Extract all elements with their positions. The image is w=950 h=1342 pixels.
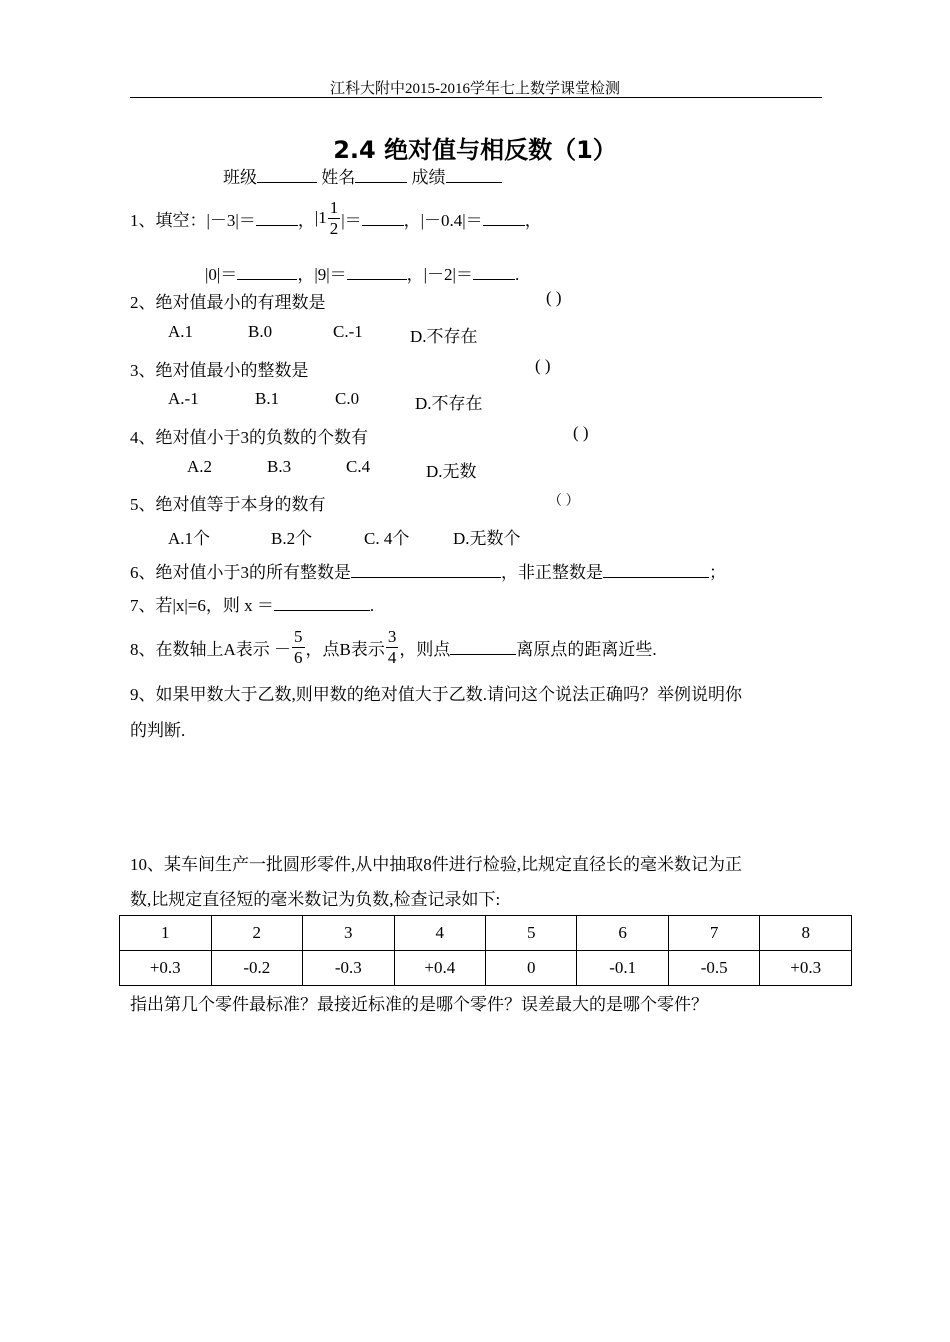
class-field[interactable] xyxy=(257,167,317,183)
q1-sep: ， xyxy=(524,210,542,230)
table-cell: 0 xyxy=(486,951,577,986)
q8-part2: ，点B表示 xyxy=(305,639,385,659)
question-10-line-1: 10、某车间生产一批圆形零件,从中抽取8件进行检验,比规定直径长的毫米数记为正 xyxy=(130,855,742,874)
question-2-option-b[interactable]: B.0 xyxy=(248,322,273,341)
question-5-option-b[interactable]: B.2个 xyxy=(271,529,313,548)
question-2-option-d[interactable]: D.不存在 xyxy=(410,327,478,346)
question-3-option-a[interactable]: A.-1 xyxy=(168,389,199,408)
q8-part1: 8、在数轴上A表示 － xyxy=(130,639,292,659)
q1-sep: ， xyxy=(297,210,315,230)
q1-e: |9|＝ xyxy=(314,265,347,284)
table-cell: +0.4 xyxy=(394,951,486,986)
table-cell: 4 xyxy=(394,916,486,951)
table-cell: 6 xyxy=(577,916,669,951)
q1-f: |－2|＝ xyxy=(423,265,473,284)
q8-answer[interactable] xyxy=(450,639,516,655)
question-5-option-a[interactable]: A.1个 xyxy=(168,529,211,548)
q1-sep: ， xyxy=(297,265,315,284)
question-3-option-d[interactable]: D.不存在 xyxy=(415,394,483,413)
q6-answer-1[interactable] xyxy=(351,562,501,578)
question-2-answer-paren[interactable]: ( ) xyxy=(546,288,562,307)
q1-end: . xyxy=(514,265,520,284)
page-title: 2.4 绝对值与相反数（1） xyxy=(333,136,617,164)
question-5-option-c[interactable]: C. 4个 xyxy=(364,529,410,548)
q7-end: . xyxy=(369,596,375,615)
table-cell: 1 xyxy=(120,916,212,951)
q8-frac2-denominator: 4 xyxy=(387,647,397,667)
question-3-stem: 3、绝对值最小的整数是 xyxy=(130,361,309,380)
q6-end: ； xyxy=(709,563,726,582)
q7-part1: 7、若|x|=6，则 x ＝ xyxy=(130,596,274,615)
q7-answer[interactable] xyxy=(274,595,370,611)
q1-e-answer[interactable] xyxy=(347,264,407,280)
inspection-record-table xyxy=(119,915,852,986)
table-cell: 5 xyxy=(486,916,577,951)
q8-part4: 离原点的距离近些. xyxy=(516,639,657,659)
student-info-line xyxy=(223,163,502,188)
table-row-deviation xyxy=(120,951,852,986)
question-2-option-a[interactable]: A.1 xyxy=(168,322,194,341)
question-4-option-c[interactable]: C.4 xyxy=(346,457,371,476)
q6-answer-2[interactable] xyxy=(603,562,709,578)
table-cell: 7 xyxy=(668,916,760,951)
question-4-option-d[interactable]: D.无数 xyxy=(426,462,477,481)
q8-frac1-numerator: 5 xyxy=(294,626,303,646)
q1-f-answer[interactable] xyxy=(473,264,515,280)
question-10-line-2: 数,比规定直径短的毫米数记为负数,检查记录如下: xyxy=(130,890,501,909)
table-cell: 2 xyxy=(211,916,303,951)
question-8 xyxy=(130,623,657,671)
question-4-stem: 4、绝对值小于3的负数的个数有 xyxy=(130,428,368,447)
question-5-option-d[interactable]: D.无数个 xyxy=(453,529,521,548)
question-5-stem: 5、绝对值等于本身的数有 xyxy=(130,495,326,514)
q1-prefix: 1、填空： xyxy=(130,210,207,230)
question-3-option-b[interactable]: B.1 xyxy=(255,389,280,408)
q1-c: |－0.4|＝ xyxy=(420,210,483,230)
q8-fraction-1 xyxy=(292,627,305,668)
question-4-option-b[interactable]: B.3 xyxy=(267,457,292,476)
table-cell: +0.3 xyxy=(760,951,852,986)
table-cell: +0.3 xyxy=(120,951,212,986)
q1-b-pre: |1 xyxy=(314,208,327,227)
question-3-answer-paren[interactable]: ( ) xyxy=(535,356,551,375)
score-label: 成绩 xyxy=(411,168,446,187)
q1-b-answer[interactable] xyxy=(362,210,404,226)
question-9-line-1: 9、如果甲数大于乙数,则甲数的绝对值大于乙数.请问这个说法正确吗？举例说明你 xyxy=(130,685,742,704)
question-1-line-2 xyxy=(205,260,519,285)
score-field[interactable] xyxy=(446,167,502,183)
table-cell: -0.2 xyxy=(211,951,303,986)
q1-b-numerator: 1 xyxy=(329,197,339,217)
q6-part2: ，非正整数是 xyxy=(501,563,603,582)
table-cell: -0.3 xyxy=(303,951,395,986)
question-9-line-2: 的判断. xyxy=(130,721,186,740)
q1-c-answer[interactable] xyxy=(483,210,525,226)
q8-part3: ，则点 xyxy=(399,639,451,659)
q1-d: |0|＝ xyxy=(205,265,238,284)
table-cell: -0.1 xyxy=(577,951,669,986)
q8-frac2-numerator: 3 xyxy=(387,626,397,646)
q1-d-answer[interactable] xyxy=(237,264,297,280)
q1-a: |－3|＝ xyxy=(206,210,256,230)
q1-sep: ， xyxy=(406,265,424,284)
name-label: 姓名 xyxy=(321,168,356,187)
table-cell: 8 xyxy=(760,916,852,951)
question-2-stem: 2、绝对值最小的有理数是 xyxy=(130,293,326,312)
question-2-option-c[interactable]: C.-1 xyxy=(333,322,363,341)
class-label: 班级 xyxy=(223,168,257,187)
q1-sep: ， xyxy=(403,210,421,230)
q1-b-post: |＝ xyxy=(341,210,362,230)
q1-b-denominator: 2 xyxy=(329,218,339,238)
q8-frac1-denominator: 6 xyxy=(294,647,303,667)
question-4-option-a[interactable]: A.2 xyxy=(187,457,213,476)
question-1-line-1 xyxy=(130,192,542,244)
question-5-answer-paren[interactable]: （ ） xyxy=(548,494,580,509)
question-10-prompt: 指出第几个零件最标准？最接近标准的是哪个零件？误差最大的是哪个零件？ xyxy=(130,995,708,1014)
question-4-answer-paren[interactable]: ( ) xyxy=(573,423,589,442)
table-cell: 3 xyxy=(303,916,395,951)
header-rule xyxy=(130,97,822,98)
q6-part1: 6、绝对值小于3的所有整数是 xyxy=(130,563,351,582)
name-field[interactable] xyxy=(355,167,407,183)
page-header: 江科大附中2015-2016学年七上数学课堂检测 xyxy=(330,81,620,97)
table-cell: -0.5 xyxy=(668,951,760,986)
q1-b-fraction xyxy=(328,198,341,239)
question-6 xyxy=(130,558,726,583)
table-row-part-number xyxy=(120,916,852,951)
question-7 xyxy=(130,591,374,616)
question-3-option-c[interactable]: C.0 xyxy=(335,389,360,408)
q8-fraction-2 xyxy=(386,627,399,668)
q1-a-answer[interactable] xyxy=(256,210,298,226)
